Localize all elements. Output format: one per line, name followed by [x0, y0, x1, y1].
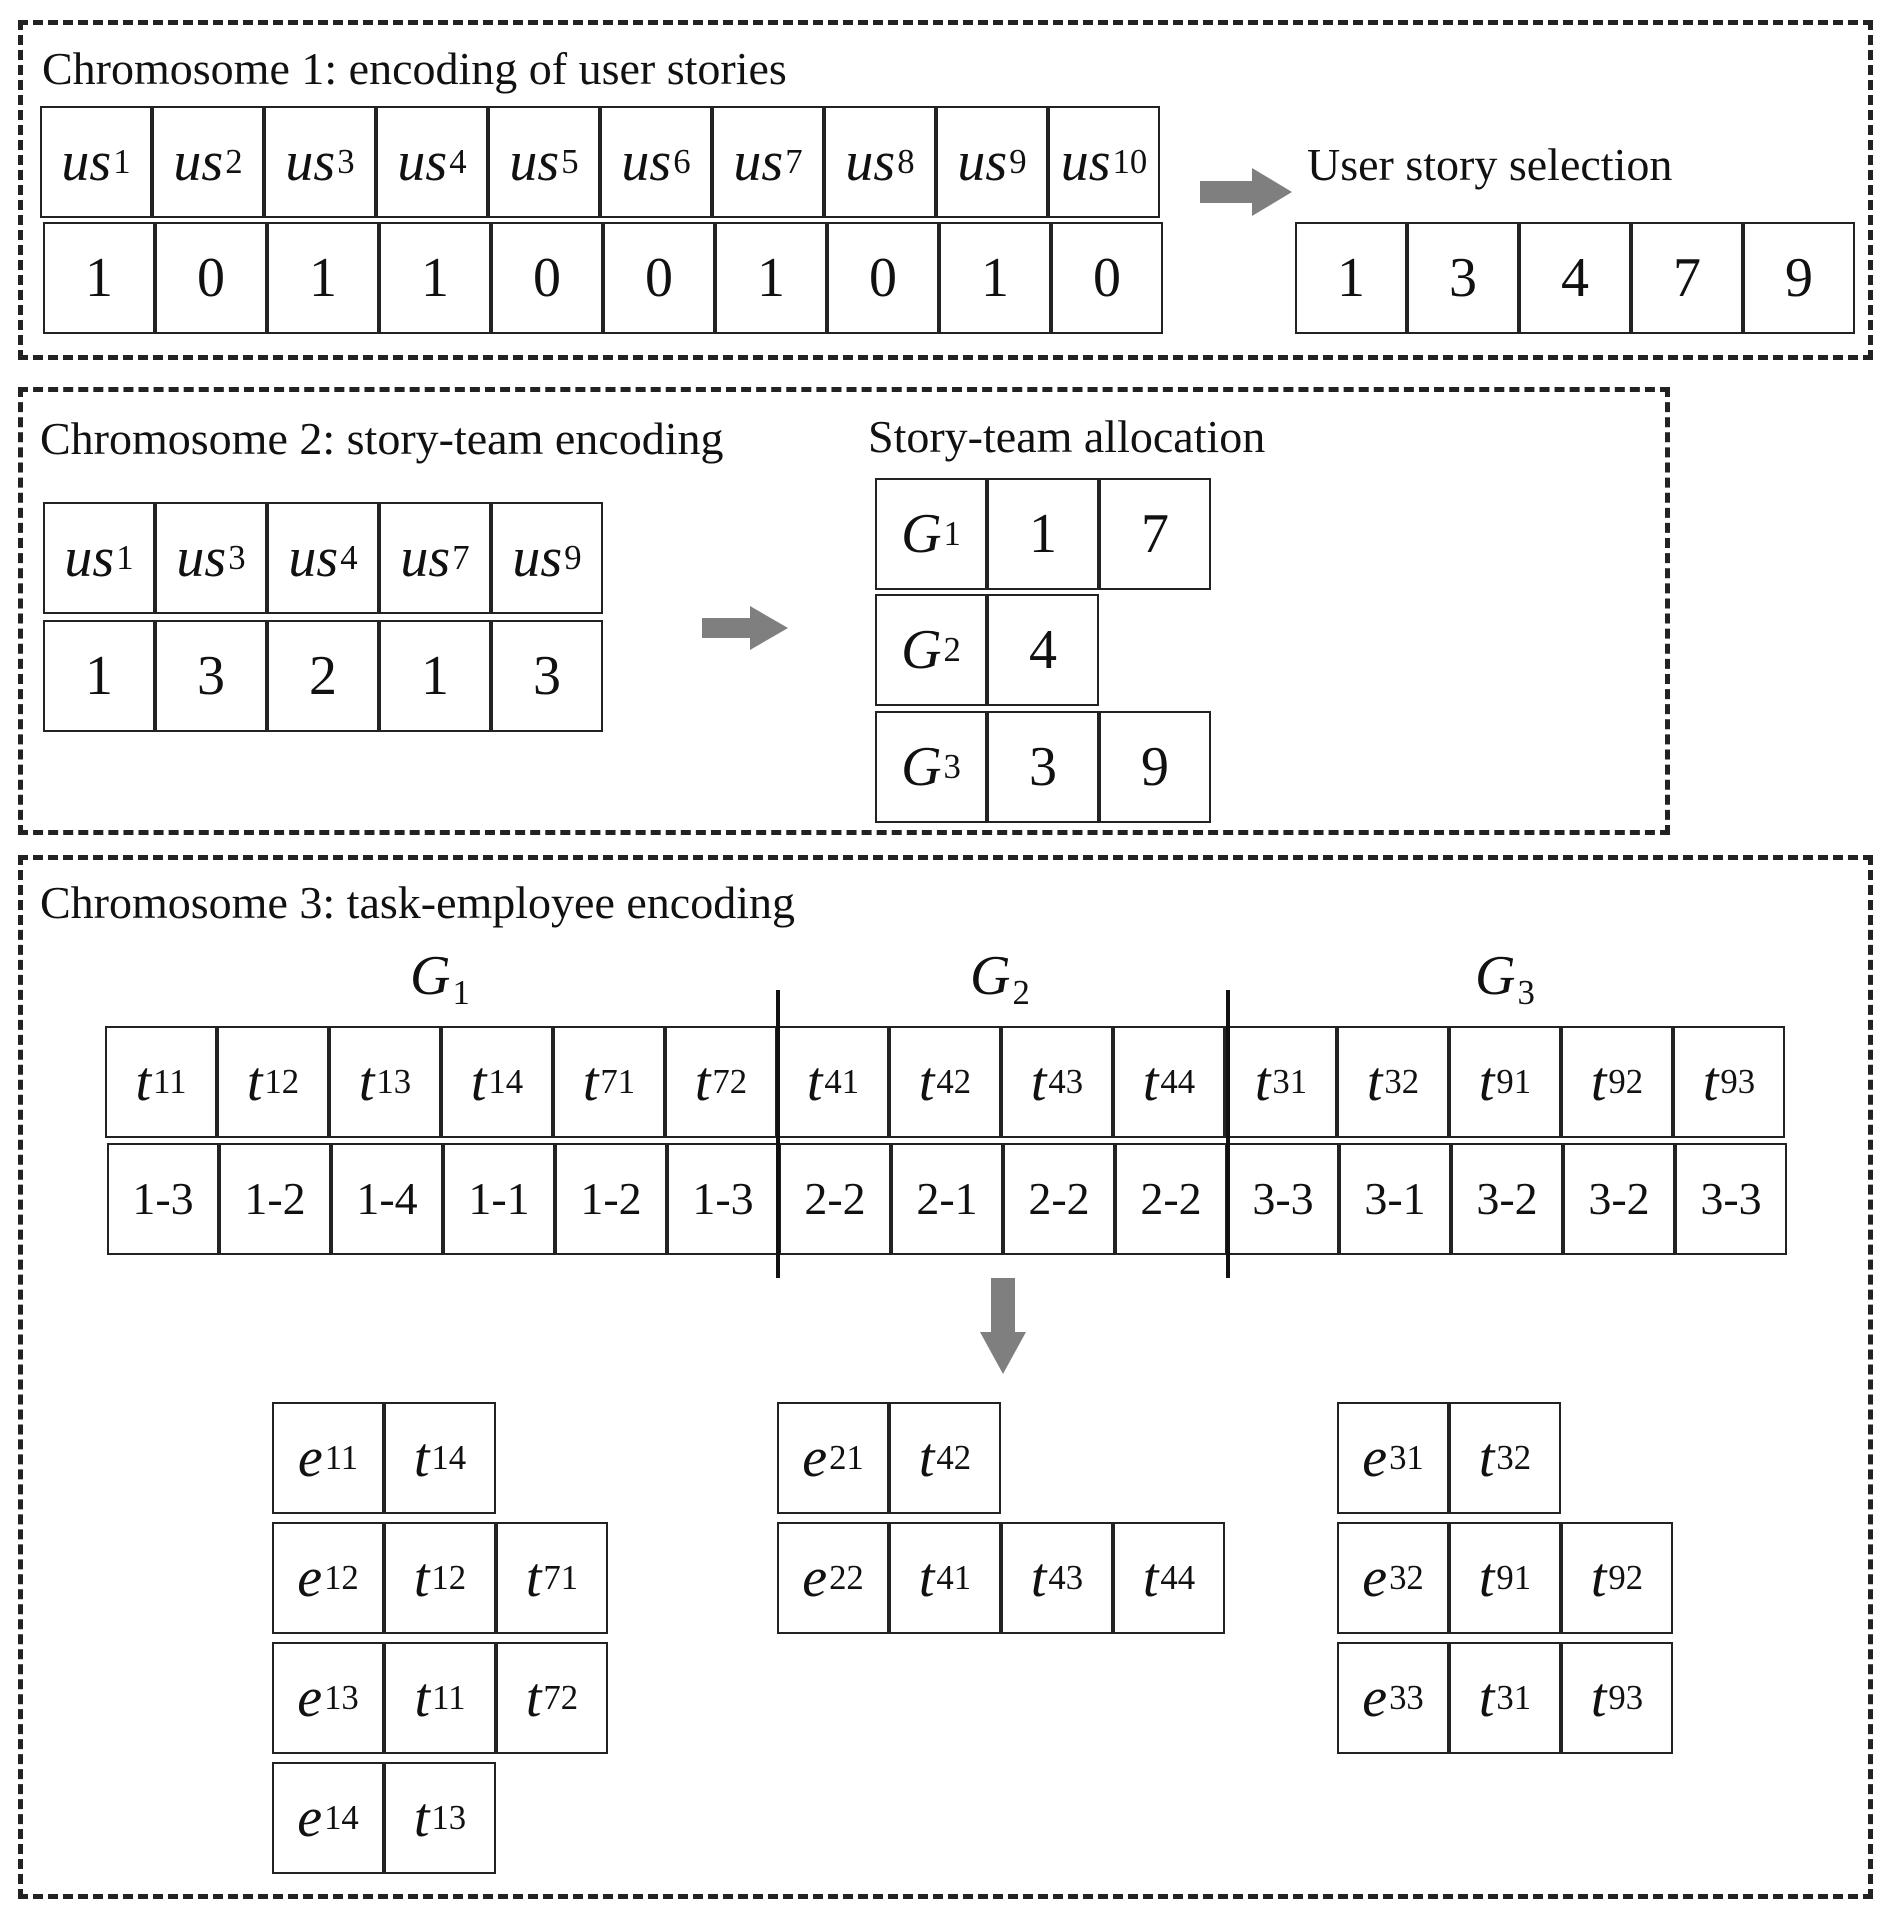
- employee-cell: e 31: [1337, 1402, 1449, 1514]
- assigned-task-cell: t 12: [384, 1522, 496, 1634]
- task-cell: t 92: [1561, 1026, 1673, 1138]
- assigned-task-cell: t 91: [1449, 1522, 1561, 1634]
- task-cell: t 12: [217, 1026, 329, 1138]
- employee-cell: e 13: [272, 1642, 384, 1754]
- bit-cell: 1: [939, 222, 1051, 334]
- user-story-cell: us 3: [155, 502, 267, 614]
- assigned-task-cell: t 71: [496, 1522, 608, 1634]
- code-cell: 3-3: [1675, 1143, 1787, 1255]
- group-divider: [1226, 990, 1230, 1278]
- bit-cell: 0: [155, 222, 267, 334]
- group-cell: G 3: [875, 711, 987, 823]
- code-cell: 2-2: [1003, 1143, 1115, 1255]
- employee-cell: e 21: [777, 1402, 889, 1514]
- group-label: $G_3$: [1475, 945, 1535, 1012]
- user-story-cell: us 10: [1048, 106, 1160, 218]
- selection-cell: 7: [1631, 222, 1743, 334]
- task-cell: t 71: [553, 1026, 665, 1138]
- user-story-cell: us 8: [824, 106, 936, 218]
- assigned-task-cell: t 32: [1449, 1402, 1561, 1514]
- user-story-cell: us 6: [600, 106, 712, 218]
- assigned-task-cell: t 41: [889, 1522, 1001, 1634]
- code-cell: 2-2: [779, 1143, 891, 1255]
- bit-cell: 1: [267, 222, 379, 334]
- bit-cell: 0: [827, 222, 939, 334]
- assigned-task-cell: t 13: [384, 1762, 496, 1874]
- code-cell: 1-4: [331, 1143, 443, 1255]
- task-cell: t 32: [1337, 1026, 1449, 1138]
- selection-title: User story selection: [1307, 139, 1673, 190]
- assigned-task-cell: t 31: [1449, 1642, 1561, 1754]
- employee-cell: e 14: [272, 1762, 384, 1874]
- allocated-story-cell: 9: [1099, 711, 1211, 823]
- team-cell: 2: [267, 620, 379, 732]
- assigned-task-cell: t 11: [384, 1642, 496, 1754]
- bit-cell: 0: [1051, 222, 1163, 334]
- task-cell: t 72: [665, 1026, 777, 1138]
- task-cell: t 13: [329, 1026, 441, 1138]
- chromosome1-title: Chromosome 1: encoding of user stories: [42, 43, 787, 94]
- allocated-story-cell: 4: [987, 594, 1099, 706]
- code-cell: 3-1: [1339, 1143, 1451, 1255]
- employee-cell: e 11: [272, 1402, 384, 1514]
- code-cell: 3-2: [1451, 1143, 1563, 1255]
- task-cell: t 93: [1673, 1026, 1785, 1138]
- code-cell: 2-2: [1115, 1143, 1227, 1255]
- selection-cell: 1: [1295, 222, 1407, 334]
- team-cell: 1: [43, 620, 155, 732]
- employee-cell: e 32: [1337, 1522, 1449, 1634]
- user-story-cell: us 9: [936, 106, 1048, 218]
- team-cell: 3: [155, 620, 267, 732]
- arrow-right-icon: [702, 606, 788, 650]
- user-story-cell: us 5: [488, 106, 600, 218]
- code-cell: 3-3: [1227, 1143, 1339, 1255]
- user-story-cell: us 3: [264, 106, 376, 218]
- task-cell: t 14: [441, 1026, 553, 1138]
- selection-cell: 4: [1519, 222, 1631, 334]
- task-cell: t 43: [1001, 1026, 1113, 1138]
- task-cell: t 42: [889, 1026, 1001, 1138]
- code-cell: 1-2: [219, 1143, 331, 1255]
- task-cell: t 31: [1225, 1026, 1337, 1138]
- user-story-cell: us 7: [712, 106, 824, 218]
- user-story-cell: us 4: [267, 502, 379, 614]
- allocated-story-cell: 7: [1099, 478, 1211, 590]
- user-story-cell: us 1: [43, 502, 155, 614]
- arrow-right-icon: [1200, 168, 1292, 216]
- assigned-task-cell: t 42: [889, 1402, 1001, 1514]
- selection-cell: 9: [1743, 222, 1855, 334]
- assigned-task-cell: t 92: [1561, 1522, 1673, 1634]
- team-cell: 1: [379, 620, 491, 732]
- team-cell: 3: [491, 620, 603, 732]
- group-divider: [776, 990, 780, 1278]
- assigned-task-cell: t 43: [1001, 1522, 1113, 1634]
- code-cell: 2-1: [891, 1143, 1003, 1255]
- assigned-task-cell: t 14: [384, 1402, 496, 1514]
- employee-cell: e 12: [272, 1522, 384, 1634]
- assigned-task-cell: t 72: [496, 1642, 608, 1754]
- bit-cell: 1: [43, 222, 155, 334]
- code-cell: 1-3: [107, 1143, 219, 1255]
- task-cell: t 44: [1113, 1026, 1225, 1138]
- group-label: $G_1$: [410, 945, 470, 1012]
- user-story-cell: us 7: [379, 502, 491, 614]
- arrow-down-icon: [980, 1278, 1026, 1374]
- allocated-story-cell: 1: [987, 478, 1099, 590]
- task-cell: t 11: [105, 1026, 217, 1138]
- chromosome2-title: Chromosome 2: story-team encoding: [40, 413, 724, 464]
- task-cell: t 91: [1449, 1026, 1561, 1138]
- user-story-cell: us 2: [152, 106, 264, 218]
- selection-cell: 3: [1407, 222, 1519, 334]
- user-story-cell: us 1: [40, 106, 152, 218]
- employee-cell: e 22: [777, 1522, 889, 1634]
- task-cell: t 41: [777, 1026, 889, 1138]
- group-label: $G_2$: [970, 945, 1030, 1012]
- user-story-cell: us 4: [376, 106, 488, 218]
- code-cell: 1-1: [443, 1143, 555, 1255]
- group-cell: G 1: [875, 478, 987, 590]
- assigned-task-cell: t 44: [1113, 1522, 1225, 1634]
- employee-cell: e 33: [1337, 1642, 1449, 1754]
- bit-cell: 1: [715, 222, 827, 334]
- chromosome3-title: Chromosome 3: task-employee encoding: [40, 877, 796, 928]
- allocated-story-cell: 3: [987, 711, 1099, 823]
- bit-cell: 1: [379, 222, 491, 334]
- bit-cell: 0: [603, 222, 715, 334]
- allocation-title: Story-team allocation: [868, 411, 1266, 462]
- bit-cell: 0: [491, 222, 603, 334]
- user-story-cell: us 9: [491, 502, 603, 614]
- code-cell: 3-2: [1563, 1143, 1675, 1255]
- assigned-task-cell: t 93: [1561, 1642, 1673, 1754]
- code-cell: 1-3: [667, 1143, 779, 1255]
- group-cell: G 2: [875, 594, 987, 706]
- code-cell: 1-2: [555, 1143, 667, 1255]
